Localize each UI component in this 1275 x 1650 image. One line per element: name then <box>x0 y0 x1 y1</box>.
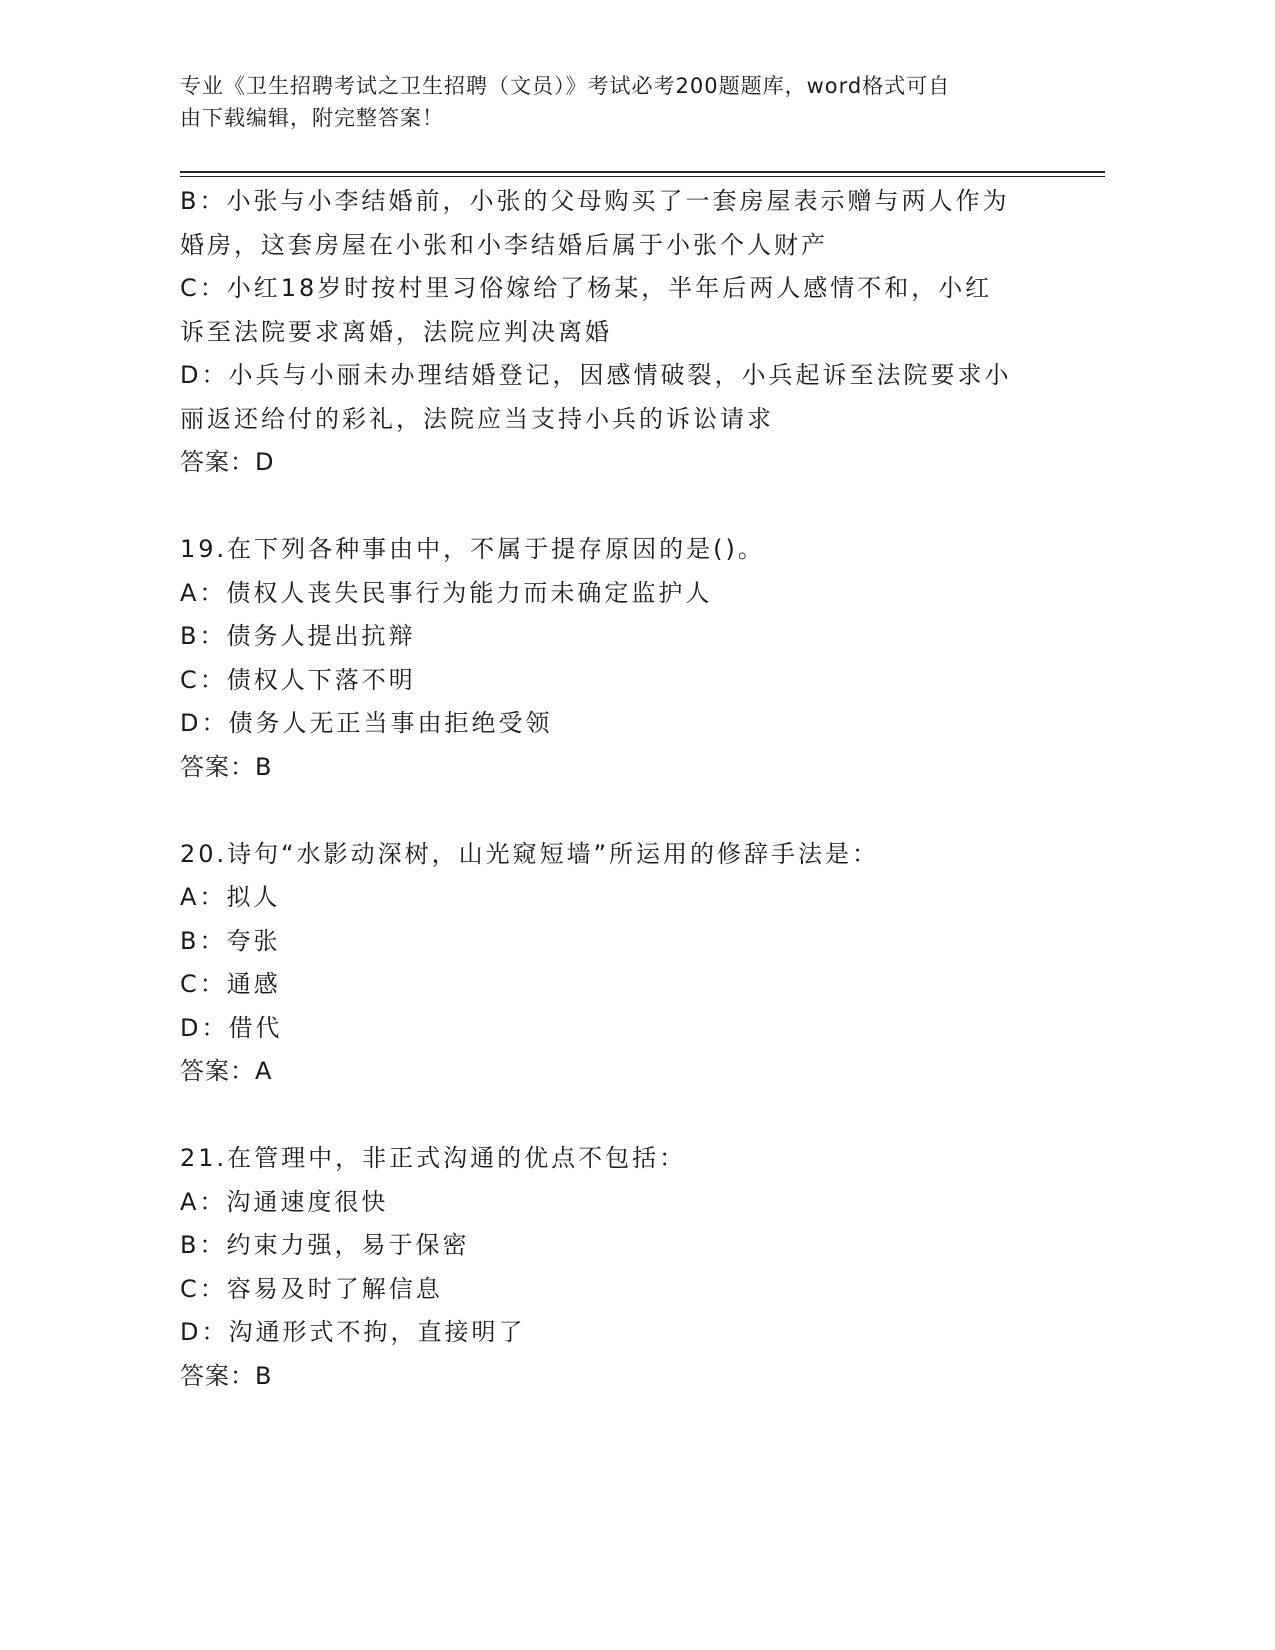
header-rule-thick <box>180 171 1105 173</box>
option-d: D：借代 <box>180 1013 283 1042</box>
document-header <box>180 70 1040 134</box>
option-d-line-1: D：小兵与小丽未办理结婚登记，因感情破裂，小兵起诉至法院要求小 <box>180 361 1012 389</box>
question-19 <box>180 528 1060 789</box>
spacer <box>180 485 1060 529</box>
option-c-line-2: 诉至法院要求离婚，法院应判决离婚 <box>180 317 612 346</box>
header-rule-thin <box>180 176 1105 177</box>
option-b: B：债务人提出抗辩 <box>180 622 416 650</box>
question-20-text: 20.诗句“水影动深树，山光窥短墙”所运用的修辞手法是： <box>180 839 880 868</box>
option-d-line-2: 丽返还给付的彩礼，法院应当支持小兵的诉讼请求 <box>180 404 774 433</box>
option-a: A：沟通速度很快 <box>180 1187 389 1216</box>
answer-18: 答案：D <box>180 448 275 476</box>
answer-19: 答案：B <box>180 752 273 781</box>
option-c: C：债权人下落不明 <box>180 665 416 694</box>
option-b: B：约束力强，易于保密 <box>180 1231 470 1259</box>
option-c: C：容易及时了解信息 <box>180 1274 443 1303</box>
option-b-line-2: 婚房，这套房屋在小张和小李结婚后属于小张个人财产 <box>180 230 828 259</box>
spacer <box>180 1094 1060 1138</box>
option-d: D：沟通形式不拘，直接明了 <box>180 1318 526 1346</box>
answer-20: 答案：A <box>180 1057 273 1085</box>
option-b-line-1: B：小张与小李结婚前，小张的父母购买了一套房屋表示赠与两人作为 <box>180 187 1010 215</box>
option-a: A：拟人 <box>180 883 281 911</box>
spacer <box>180 789 1060 833</box>
option-a: A：债权人丧失民事行为能力而未确定监护人 <box>180 578 713 607</box>
question-content <box>180 180 1060 1398</box>
answer-21: 答案：B <box>180 1361 273 1390</box>
option-b: B：夸张 <box>180 926 281 955</box>
question-20 <box>180 833 1060 1094</box>
option-c: C：通感 <box>180 970 281 998</box>
question-18-continued <box>180 180 1060 485</box>
question-21-text: 21.在管理中，非正式沟通的优点不包括： <box>180 1144 687 1172</box>
question-21 <box>180 1137 1060 1398</box>
header-line-2: 由下载编辑，附完整答案！ <box>180 106 444 130</box>
question-19-text: 19.在下列各种事由中，不属于提存原因的是()。 <box>180 535 765 563</box>
option-d: D：债务人无正当事由拒绝受领 <box>180 709 553 737</box>
option-c-line-1: C：小红18岁时按村里习俗嫁给了杨某，半年后两人感情不和，小红 <box>180 274 993 302</box>
header-line-1: 专业《卫生招聘考试之卫生招聘（文员）》考试必考200题题库，word格式可自 <box>180 74 951 98</box>
